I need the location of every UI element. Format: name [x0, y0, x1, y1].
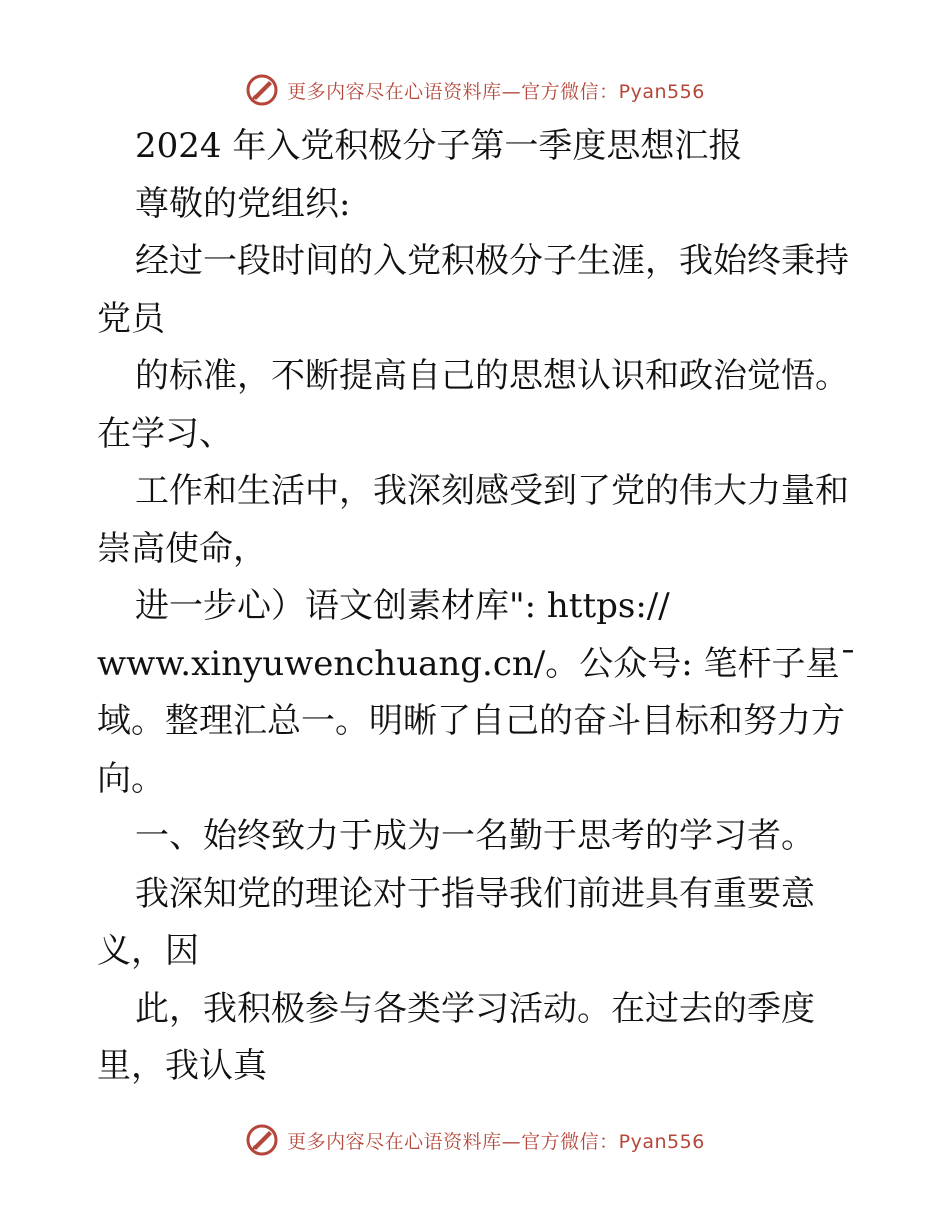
paragraph-line: 义，因: [97, 931, 199, 971]
paragraph-line: 我深知党的理论对于指导我们前进具有重要意: [135, 873, 815, 914]
paragraph-line: 崇高使命，: [97, 528, 267, 569]
paragraph-line: 域。整理汇总一。明晰了自己的奋斗目标和努力方: [97, 701, 845, 741]
paragraph-line: 进一步心）语文创素材库": https://: [135, 586, 670, 626]
paragraph-line: 里，我认真: [97, 1046, 267, 1086]
paragraph-line: 党员: [97, 298, 165, 339]
footer-banner: [0, 1118, 950, 1162]
paragraph-line: 工作和生活中，我深刻感受到了党的伟大力量和: [135, 471, 849, 511]
logo-icon: [245, 1123, 279, 1157]
paragraph-line: 的标准，不断提高自己的思想认识和政治觉悟。: [135, 356, 849, 396]
header-banner-text: 更多内容尽在心语资料库—官方微信：Pyan556: [287, 80, 705, 103]
paragraph-line: 经过一段时间的入党积极分子生涯，我始终秉持: [135, 241, 849, 281]
paragraph-line: 向。: [97, 758, 165, 799]
document-title: 2024 年入党积极分子第一季度思想汇报: [135, 126, 743, 166]
document-body: [97, 118, 857, 1096]
section-heading: 一、始终致力于成为一名勤于思考的学习者。: [135, 816, 815, 856]
logo-icon: [245, 73, 279, 107]
salutation: 尊敬的党组织:: [135, 183, 351, 224]
paragraph-line: www.xinyuwenchuang.cn/。公众号: 笔杆子星¯: [97, 643, 857, 684]
paragraph-line: 在学习、: [97, 413, 233, 454]
footer-banner-text: 更多内容尽在心语资料库—官方微信：Pyan556: [287, 1130, 705, 1153]
header-banner: [0, 68, 950, 112]
paragraph-line: 此，我积极参与各类学习活动。在过去的季度: [135, 988, 815, 1029]
